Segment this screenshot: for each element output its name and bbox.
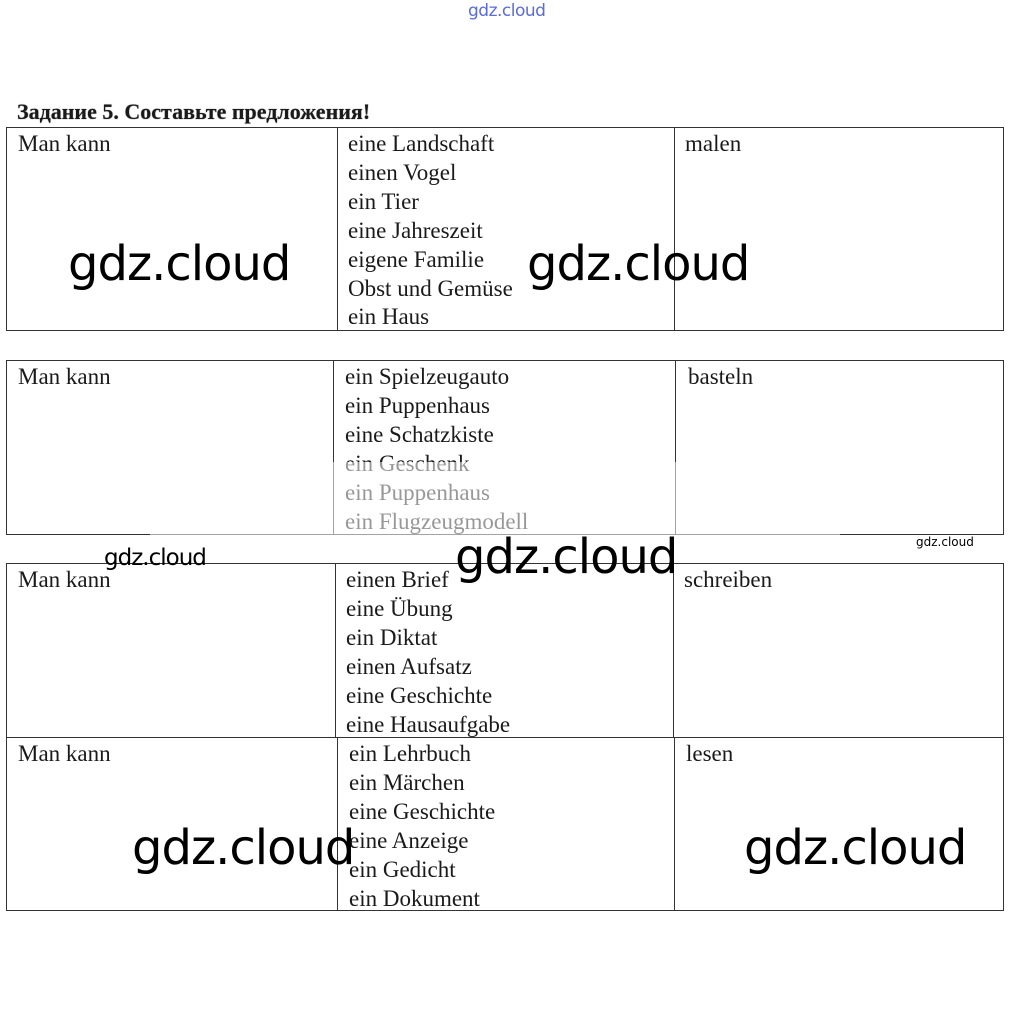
watermark: gdz.cloud bbox=[916, 535, 974, 549]
object-item: eigene Familie bbox=[348, 246, 485, 272]
object-item: ein Märchen bbox=[349, 769, 465, 795]
object-item: einen Aufsatz bbox=[346, 653, 472, 679]
object-item: eine Schatzkiste bbox=[345, 421, 494, 447]
object-item: eine Landschaft bbox=[348, 131, 495, 156]
object-item: ein Dokument bbox=[349, 885, 480, 911]
object-item: ein Spielzeugauto bbox=[345, 364, 510, 389]
watermark: gdz.cloud bbox=[132, 820, 355, 876]
verb-text: basteln bbox=[688, 364, 754, 389]
sentence-table-schreiben bbox=[6, 563, 1004, 738]
objects-cell bbox=[335, 564, 673, 737]
object-item: eine Geschichte bbox=[349, 798, 496, 824]
subject-cell bbox=[7, 564, 335, 737]
object-item: ein Tier bbox=[348, 188, 419, 214]
watermark: gdz.cloud bbox=[68, 236, 291, 292]
subject-text: Man kann bbox=[18, 131, 111, 156]
object-item: eine Übung bbox=[346, 595, 453, 621]
objects-cell bbox=[337, 128, 674, 330]
object-item: eine Jahreszeit bbox=[348, 217, 483, 243]
object-item: Obst und Gemüse bbox=[348, 275, 513, 301]
object-item: ein Haus bbox=[348, 304, 430, 330]
watermark: gdz.cloud bbox=[104, 545, 206, 571]
verb-text: lesen bbox=[686, 741, 734, 766]
sentence-table-malen bbox=[6, 127, 1004, 331]
object-item: einen Brief bbox=[346, 567, 449, 592]
verb-cell bbox=[673, 564, 1003, 737]
objects-cell bbox=[337, 738, 674, 910]
watermark: gdz.cloud bbox=[527, 236, 750, 292]
subject-text: Man kann bbox=[18, 567, 111, 592]
task-title: Задание 5. Составьте предложения! bbox=[17, 99, 371, 124]
verb-cell bbox=[674, 128, 1003, 330]
verb-text: schreiben bbox=[684, 567, 773, 592]
object-item: eine Hausaufgabe bbox=[346, 711, 511, 737]
watermark: gdz.cloud bbox=[455, 529, 678, 585]
object-item: eine Anzeige bbox=[349, 827, 469, 853]
object-item: einen Vogel bbox=[348, 159, 457, 185]
object-item: ein Puppenhaus bbox=[345, 392, 491, 418]
object-item: eine Geschichte bbox=[346, 682, 493, 708]
subject-text: Man kann bbox=[18, 741, 111, 766]
header-watermark: gdz.cloud bbox=[468, 1, 546, 21]
subject-cell bbox=[7, 128, 337, 330]
object-item: ein Lehrbuch bbox=[349, 741, 471, 766]
subject-text: Man kann bbox=[18, 364, 111, 389]
object-item: ein Gedicht bbox=[349, 856, 456, 882]
object-item: ein Diktat bbox=[346, 624, 438, 650]
watermark: gdz.cloud bbox=[744, 820, 967, 876]
verb-text: malen bbox=[685, 131, 742, 156]
